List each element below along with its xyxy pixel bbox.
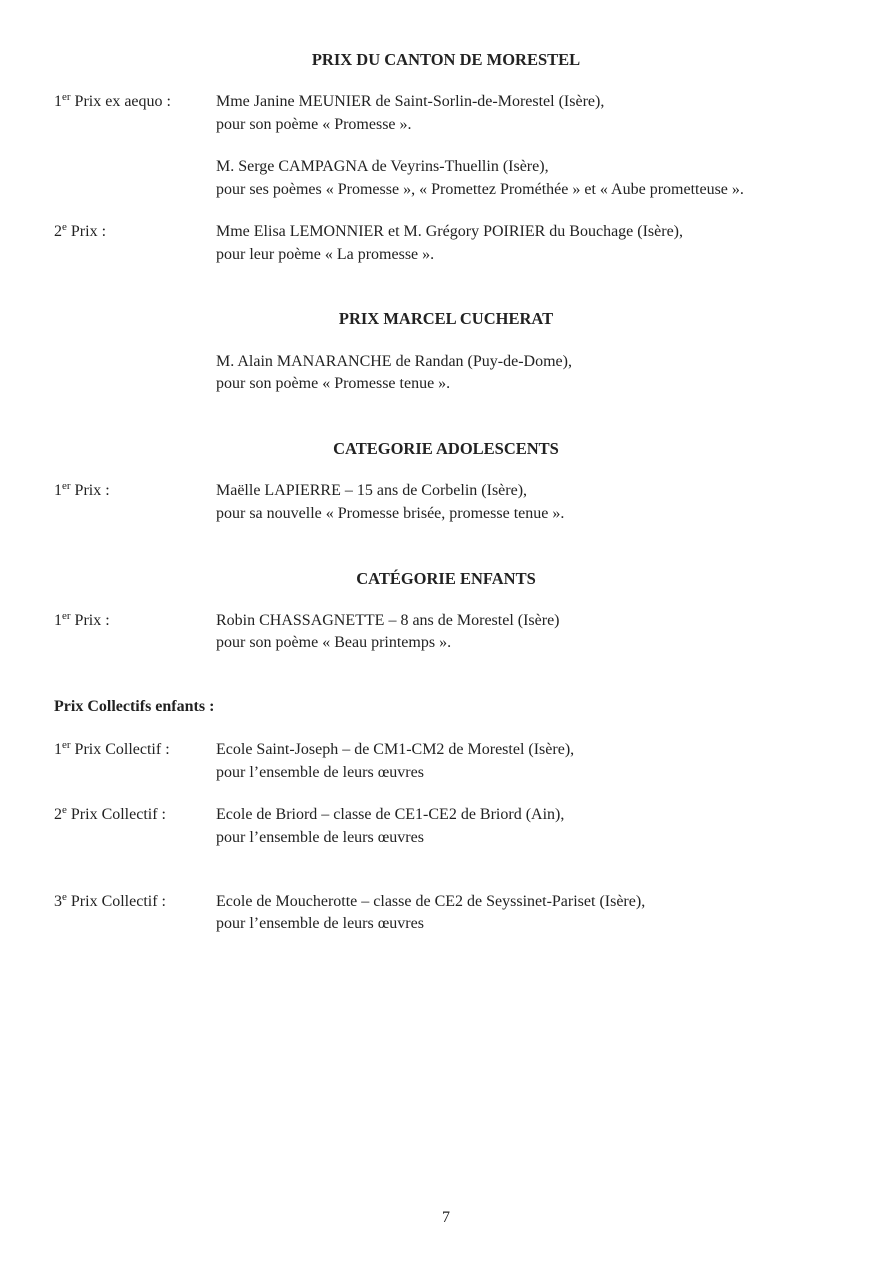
winner-line: Ecole de Moucherotte – classe de CE2 de Seyssinet-Pariset (Isère),	[216, 893, 646, 910]
winner-line: Ecole Saint-Joseph – de CM1-CM2 de Morestel (Isère),	[216, 741, 575, 758]
winner-work-line: pour l’ensemble de leurs œuvres	[216, 829, 424, 846]
winner-line: M. Alain MANARANCHE de Randan (Puy-de-Dome),	[216, 353, 572, 370]
winner-work-line: pour son poème « Promesse tenue ».	[216, 375, 451, 392]
prize-label: 1er Prix :	[54, 610, 110, 629]
prize-label: 1er Prix :	[54, 480, 110, 499]
winner-work-line: pour l’ensemble de leurs œuvres	[216, 764, 424, 781]
winner-line: Robin CHASSAGNETTE – 8 ans de Morestel (Isère)	[216, 612, 560, 629]
winner-work-line: pour ses poèmes « Promesse », « Promettez Prométhée » et « Aube prometteuse ».	[216, 181, 744, 198]
winner-line: Maëlle LAPIERRE – 15 ans de Corbelin (Isère),	[216, 482, 528, 499]
winner-line: Mme Janine MEUNIER de Saint-Sorlin-de-Morestel (Isère),	[216, 93, 605, 110]
section-title-collectifs: Prix Collectifs enfants :	[54, 698, 215, 715]
winner-work-line: pour l’ensemble de leurs œuvres	[216, 915, 424, 932]
winner-work-line: pour leur poème « La promesse ».	[216, 246, 435, 263]
section-title-cucherat: PRIX MARCEL CUCHERAT	[338, 309, 554, 328]
winner-line: Mme Elisa LEMONNIER et M. Grégory POIRIER du Bouchage (Isère),	[216, 223, 684, 240]
winner-line: Ecole de Briord – classe de CE1-CE2 de Briord (Ain),	[216, 806, 565, 823]
prize-label: 3e Prix Collectif :	[54, 891, 166, 910]
winner-work-line: pour son poème « Beau printemps ».	[216, 634, 452, 651]
section-title-morestel: PRIX DU CANTON DE MORESTEL	[311, 50, 581, 69]
winner-work-line: pour sa nouvelle « Promesse brisée, promesse tenue ».	[216, 505, 565, 522]
prize-label: 2e Prix Collectif :	[54, 804, 166, 823]
page-number: 7	[442, 1209, 450, 1226]
section-title-adolescents: CATEGORIE ADOLESCENTS	[333, 439, 559, 458]
winner-work-line: pour son poème « Promesse ».	[216, 116, 412, 133]
prize-label: 1er Prix Collectif :	[54, 739, 170, 758]
prize-label: 2e Prix :	[54, 221, 107, 240]
prize-label: 1er Prix ex aequo :	[54, 91, 171, 110]
section-title-enfants: CATÉGORIE ENFANTS	[356, 569, 536, 588]
winner-line: M. Serge CAMPAGNA de Veyrins-Thuellin (Isère),	[216, 158, 549, 175]
